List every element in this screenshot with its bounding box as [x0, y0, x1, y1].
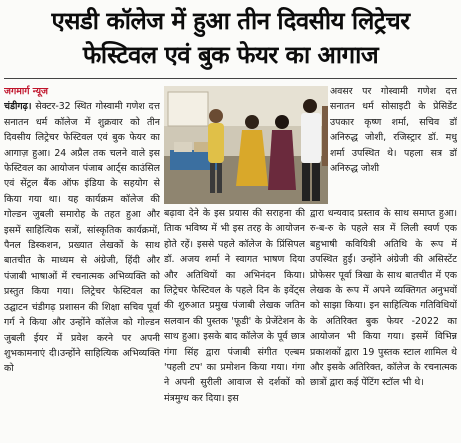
- event-photo-image: [164, 86, 328, 204]
- headline-rule: [4, 78, 457, 79]
- event-photo: [164, 86, 328, 204]
- headline: [4, 4, 457, 72]
- article-column-4: [330, 84, 457, 206]
- article-column-2: [164, 206, 305, 439]
- column-3-text: द्वारा धन्यवाद प्रस्ताव के साथ समाप्त हुआ। रु-ब-रु के पहले सत्र में लिली स्वर्ण एक बहुभाषी कवियित्री अतिथि के रूप में उपस्थित हुईं। उन्होंने अंग्रेजी की असिस्टेंट प्रोफेसर पूर्वा त्रिखा के साथ बातचीत में एक लेखक के रूप में अपने व्यक्तिगत अनुभवों को साझा किया। इन साहित्यिक गतिविधियों के अतिरिक्त बुक फेयर -2022 का आयोजन भी किया गया। इसमें विभिन्न प्रकाशकों द्वारा 19 पुस्तक स्टाल शामिल थे और इसके अतिरिक्त, कॉलेज के रचनात्मक छात्रों द्वारा कई पेंटिंग स्टॉल भी थे।: [310, 208, 457, 389]
- column-1-text: सेक्टर-32 स्थित गोस्वामी गणेश दत्त सनातन धर्म कॉलेज में शुक्रवार को तीन दिवसीय लिट्रेचर फेस्टिवल एवं बुक फेयर का आगाज़ हुआ। 24 अप्रैल तक चलने वाले इस फेस्टिवल का आयोजन पंजाब आर्ट्स काउंसिल एवं सेंट्रल बैंक ऑफ इंडिया के सहयोग से किया गया था। यह कार्यक्रम कॉलेज की गोल्डन जुबली समारोह के तहत हुआ और इसमें साहित्यिक सत्रों, सांस्कृतिक कार्यक्रमों, पैनल डिस्कशन, प्रख्यात लेखकों के साथ बातचीत के माध्यम से अंग्रेजी, हिंदी और पंजाबी भाषाओं में रचनात्मक अभिव्यक्ति को प्रस्तुत किया गया। लिट्रेचर फेस्टिवल का उद्घाटन चंडीगढ़ प्रशासन की शिक्षा सचिव पूर्वा गर्ग ने किया और उन्होंने कॉलेज को गोल्डन जुबली ईयर में प्रवेश करने पर अपनी शुभकामनाएं दी।उन्होंने साहित्यिक अभिव्यक्ति को: [4, 101, 160, 375]
- dateline: चंडीगढ़।: [4, 101, 32, 113]
- article-column-3: [310, 206, 457, 439]
- byline: जगमार्ग न्यूज: [4, 86, 48, 97]
- headline-line-2: फेस्टिवल एवं बुक फेयर का आगाज: [82, 41, 379, 69]
- column-4-text: अवसर पर गोस्वामी गणेश दत्त सनातन धर्म सोसाइटी के प्रेसिडेंट उपकार कृष्ण शर्मा, सचिव डॉ अनिरुद्ध जोशी, रजिस्ट्रार डॉ. मधु शर्मा उपस्थित थे। पहला सत्र डॉ अनिरुद्ध जोशी: [330, 86, 457, 175]
- article-column-1: [4, 84, 160, 439]
- column-2-text: बढ़ावा देने के इस प्रयास की सराहना की तािक भविष्य में भी इस तरह के आयोजन होते रहें। इससे पहले कॉलेज के प्रिंसिपल डॉ. अजय शर्मा ने स्वागत भाषण दिया और अतिथियों का अभिनंदन किया। लिट्रेचर फेस्टिवल के पहले दिन के इवेंट्स की शुरुआत प्रमुख पंजाबी लेखक जतिन सलवान की पुस्तक 'फूडी' के प्रेजेंटेशन के साथ हुआ। इसके बाद कॉलेज के पूर्व छात्र गंगा सिंह द्वारा पंजाबी संगीत एल्बम 'पहली टप' का प्रमोशन किया गया। गंगा ने अपनी सुरीली आवाज से दर्शकों को मंत्रमुग्ध कर दिया। इस: [164, 208, 305, 404]
- headline-line-1: एसडी कॉलेज में हुआ तीन दिवसीय लिट्रेचर: [51, 7, 410, 35]
